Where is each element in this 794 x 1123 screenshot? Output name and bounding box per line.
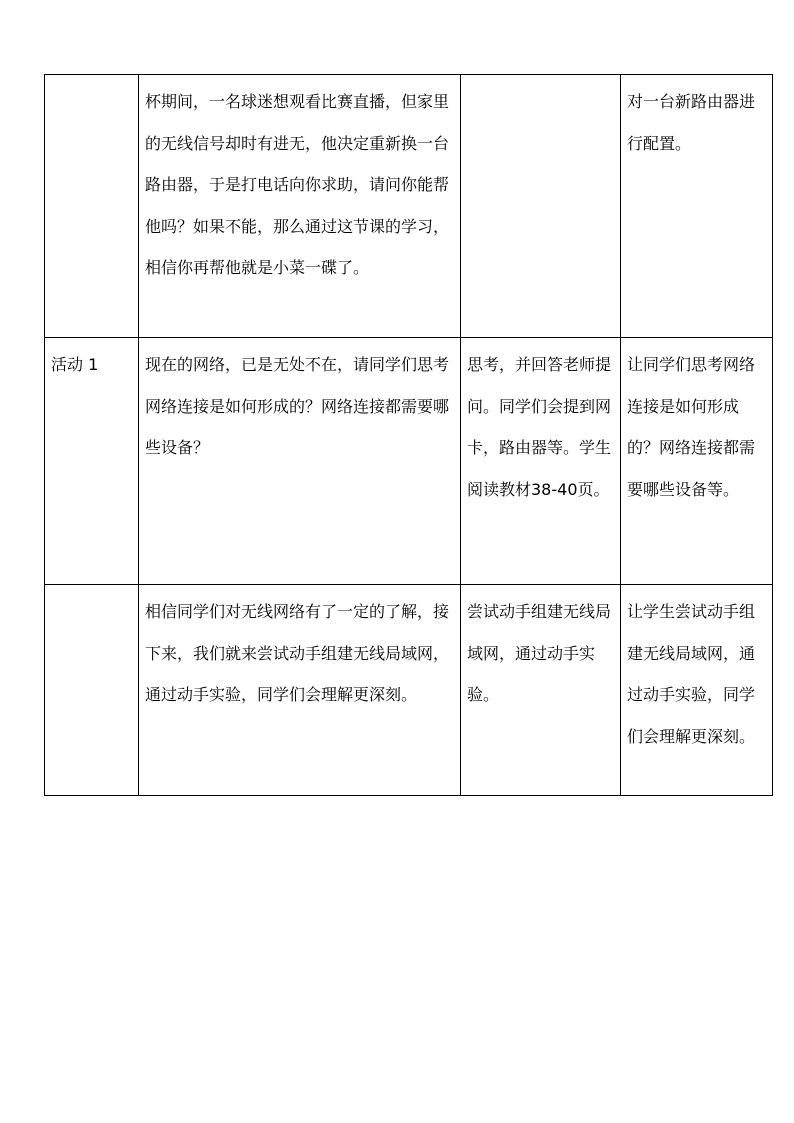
activity-label-cell — [45, 75, 139, 338]
teacher-activity-cell: 相信同学们对无线网络有了一定的了解，接下来，我们就来尝试动手组建无线局域网，通过动手实验，同学们会理解更深刻。 — [139, 585, 461, 796]
table-row — [45, 338, 773, 585]
student-activity-cell: 思考，并回答老师提问。同学们会提到网卡，路由器等。学生阅读教材38-40页。 — [461, 338, 621, 585]
activity-label-cell: 活动 1 — [45, 338, 139, 585]
table-row — [45, 75, 773, 338]
design-intent-cell: 让学生尝试动手组建无线局域网，通过动手实验，同学们会理解更深刻。 — [621, 585, 773, 796]
teacher-activity-cell: 现在的网络，已是无处不在，请同学们思考网络连接是如何形成的？网络连接都需要哪些设备？ — [139, 338, 461, 585]
lesson-plan-table — [44, 74, 773, 796]
teacher-activity-cell: 杯期间，一名球迷想观看比赛直播，但家里的无线信号却时有进无，他决定重新换一台路由器，于是打电话向你求助，请问你能帮他吗？如果不能，那么通过这节课的学习，相信你再帮他就是小菜一碟了。 — [139, 75, 461, 338]
activity-label-cell — [45, 585, 139, 796]
design-intent-cell: 让同学们思考网络连接是如何形成的？网络连接都需要哪些设备等。 — [621, 338, 773, 585]
student-activity-cell — [461, 75, 621, 338]
student-activity-cell: 尝试动手组建无线局域网，通过动手实验。 — [461, 585, 621, 796]
design-intent-cell: 对一台新路由器进行配置。 — [621, 75, 773, 338]
table-row — [45, 585, 773, 796]
